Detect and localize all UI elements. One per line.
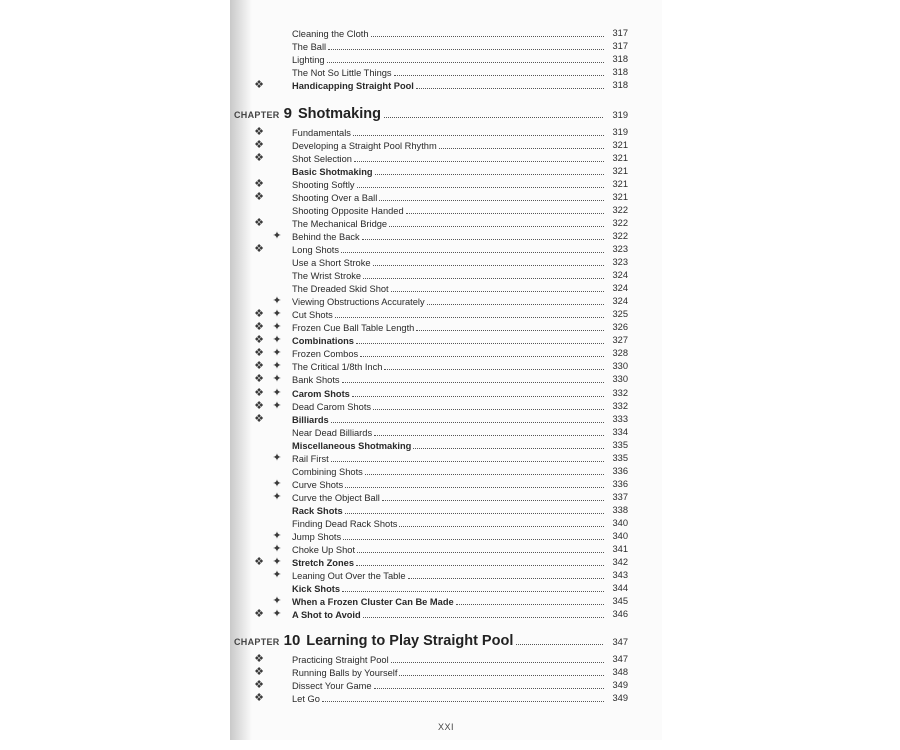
entry-title: Viewing Obstructions Accurately <box>292 297 425 308</box>
toc-entry <box>230 373 662 386</box>
toc-entry <box>230 230 662 243</box>
four-point-star-icon: ✦ <box>272 530 282 543</box>
entry-line <box>292 230 606 244</box>
toc-entry <box>230 608 662 621</box>
entry-line <box>292 543 606 557</box>
toc-entry <box>230 679 662 692</box>
entry-title: Cleaning the Cloth <box>292 29 369 39</box>
dot-leader <box>371 27 605 37</box>
toc-entry <box>230 653 662 666</box>
dot-leader <box>353 126 604 136</box>
entry-line <box>292 692 606 706</box>
four-point-star-icon: ✦ <box>272 373 282 386</box>
dot-leader <box>439 139 604 149</box>
toc-entry <box>230 321 662 334</box>
four-point-star-icon: ✦ <box>272 451 282 464</box>
toc-entry <box>230 152 662 165</box>
entry-line <box>292 243 606 257</box>
entry-title: When a Frozen Cluster Can Be Made <box>292 597 454 608</box>
dot-leader <box>331 413 604 423</box>
toc-entry <box>230 217 662 230</box>
book-page <box>230 0 662 740</box>
entry-page-number: 344 <box>612 583 628 594</box>
entry-page-number: 324 <box>612 270 628 281</box>
entry-line <box>292 653 606 667</box>
toc-entry <box>230 191 662 204</box>
entry-title: Behind the Back <box>292 231 360 242</box>
toc-entry <box>230 79 662 92</box>
entry-page-number: 343 <box>612 570 628 581</box>
toc-entry <box>230 465 662 478</box>
chapter-number: 9 <box>283 105 292 122</box>
toc-entry <box>230 347 662 360</box>
entry-line <box>292 582 606 596</box>
entry-line <box>292 556 606 570</box>
diamond-ornament-icon: ❖ <box>254 556 264 569</box>
toc-entry <box>230 269 662 282</box>
entry-line <box>292 679 606 693</box>
entry-line <box>292 217 606 231</box>
entry-page-number: 318 <box>612 67 628 78</box>
entry-title: The Ball <box>292 42 327 53</box>
toc-entry <box>230 387 662 400</box>
entry-title: Lighting <box>292 55 325 66</box>
entry-title: Jump Shots <box>292 532 342 543</box>
entry-page-number: 342 <box>612 557 628 568</box>
entry-line <box>292 517 606 531</box>
entry-title: Rack Shots <box>292 505 343 516</box>
entry-page-number: 324 <box>612 283 628 294</box>
entry-page-number: 321 <box>612 178 628 189</box>
dot-leader <box>391 282 604 292</box>
entry-line <box>292 282 606 296</box>
entry-line <box>292 269 606 283</box>
toc-entry <box>230 400 662 413</box>
chapter-heading <box>234 632 628 654</box>
toc-entry <box>230 692 662 705</box>
entry-line <box>292 608 606 622</box>
entry-line <box>292 139 606 153</box>
entry-line <box>292 413 606 427</box>
diamond-ornament-icon: ❖ <box>254 347 264 360</box>
dot-leader <box>373 400 604 410</box>
entry-title: Shooting Over a Ball <box>292 192 378 203</box>
entry-line <box>292 465 606 479</box>
four-point-star-icon: ✦ <box>272 386 282 399</box>
diamond-ornament-icon: ❖ <box>254 678 264 691</box>
dot-leader <box>365 465 604 475</box>
toc-entry <box>230 517 662 530</box>
entry-line <box>292 347 606 361</box>
entry-title: Billiards <box>292 414 329 425</box>
dot-leader <box>373 256 604 266</box>
dot-leader <box>363 608 604 618</box>
toc-entry <box>230 295 662 308</box>
chapter-word: CHAPTER <box>234 637 280 647</box>
entry-page-number: 317 <box>612 41 628 52</box>
toc-entry <box>230 360 662 373</box>
entry-title: Finding Dead Rack Shots <box>292 519 398 529</box>
entry-title: Frozen Cue Ball Table Length <box>292 323 415 334</box>
diamond-ornament-icon: ❖ <box>254 360 264 373</box>
entry-title: Combinations <box>292 336 354 347</box>
entry-line <box>292 27 606 41</box>
entry-line <box>292 595 606 609</box>
dot-leader <box>354 152 604 162</box>
entry-line <box>292 66 606 80</box>
entry-title: Rail First <box>292 453 329 464</box>
toc-entry <box>230 556 662 569</box>
dot-leader <box>356 556 604 566</box>
dot-leader <box>363 269 604 279</box>
entry-page-number: 323 <box>612 257 628 267</box>
dot-leader <box>352 387 604 397</box>
toc-entry <box>230 27 662 40</box>
diamond-ornament-icon: ❖ <box>254 321 264 334</box>
diamond-ornament-icon: ❖ <box>254 242 264 255</box>
entry-line <box>292 152 606 166</box>
entry-title: Near Dead Billiards <box>292 427 373 438</box>
entry-page-number: 340 <box>612 518 628 528</box>
entry-page-number: 335 <box>612 452 628 463</box>
entry-title: Curve the Object Ball <box>292 492 380 503</box>
entry-page-number: 321 <box>612 165 628 176</box>
dot-leader <box>416 321 604 331</box>
four-point-star-icon: ✦ <box>272 360 282 373</box>
toc-entry <box>230 243 662 256</box>
dot-leader <box>360 347 604 357</box>
dot-leader <box>356 334 604 344</box>
entry-line <box>292 491 606 505</box>
chapter-page-number: 347 <box>612 637 628 647</box>
four-point-star-icon: ✦ <box>272 595 282 608</box>
dot-leader <box>456 595 604 605</box>
entry-title: Running Balls by Yourself <box>292 667 398 678</box>
entry-line <box>292 53 606 67</box>
four-point-star-icon: ✦ <box>272 556 282 569</box>
entry-title: Basic Shotmaking <box>292 166 373 177</box>
four-point-star-icon: ✦ <box>272 399 282 412</box>
entry-line <box>292 373 606 387</box>
entry-page-number: 319 <box>612 126 628 137</box>
chapter-title: Learning to Play Straight Pool <box>306 633 514 649</box>
dot-leader <box>408 569 604 579</box>
dot-leader <box>343 530 604 540</box>
dot-leader <box>516 633 603 645</box>
dot-leader <box>384 106 603 118</box>
dot-leader <box>322 692 604 702</box>
entry-page-number: 346 <box>612 609 628 620</box>
chapter-word: CHAPTER <box>234 110 280 120</box>
entry-page-number: 317 <box>612 28 628 38</box>
entry-line <box>292 426 606 440</box>
entry-title: Curve Shots <box>292 479 344 490</box>
chapter-title: Shotmaking <box>297 106 381 122</box>
diamond-ornament-icon: ❖ <box>254 652 264 665</box>
diamond-ornament-icon: ❖ <box>254 665 264 678</box>
entry-page-number: 323 <box>612 243 628 254</box>
entry-line <box>292 295 606 309</box>
entry-title: Long Shots <box>292 244 340 255</box>
toc-entry <box>230 204 662 217</box>
entry-page-number: 322 <box>612 230 628 241</box>
entry-line <box>292 439 606 453</box>
toc-entry <box>230 504 662 517</box>
entry-line <box>292 504 606 518</box>
entry-line <box>292 478 606 492</box>
dot-leader <box>327 53 604 63</box>
entry-title: The Not So Little Things <box>292 68 392 79</box>
diamond-ornament-icon: ❖ <box>254 412 264 425</box>
entry-title: Bank Shots <box>292 375 340 386</box>
dot-leader <box>413 439 604 449</box>
entry-title: Developing a Straight Pool Rhythm <box>292 140 437 151</box>
entry-page-number: 341 <box>612 544 628 555</box>
entry-page-number: 325 <box>612 309 628 320</box>
entry-line <box>292 191 606 205</box>
entry-title: The Mechanical Bridge <box>292 218 388 229</box>
four-point-star-icon: ✦ <box>272 490 282 503</box>
toc-entry <box>230 282 662 295</box>
dot-leader <box>382 491 604 501</box>
diamond-ornament-icon: ❖ <box>254 190 264 203</box>
entry-page-number: 318 <box>612 54 628 65</box>
entry-page-number: 324 <box>612 296 628 307</box>
four-point-star-icon: ✦ <box>272 229 282 242</box>
dot-leader <box>335 308 604 318</box>
entry-line <box>292 79 606 93</box>
toc-entry <box>230 530 662 543</box>
four-point-star-icon: ✦ <box>272 295 282 308</box>
dot-leader <box>384 360 604 370</box>
dot-leader <box>427 295 604 305</box>
dot-leader <box>362 230 604 240</box>
entry-line <box>292 387 606 401</box>
entry-line <box>292 452 606 466</box>
entry-title: Cut Shots <box>292 310 333 321</box>
toc-entry <box>230 178 662 191</box>
dot-leader <box>342 582 604 592</box>
four-point-star-icon: ✦ <box>272 477 282 490</box>
entry-line <box>292 178 606 192</box>
entry-page-number: 349 <box>612 692 628 703</box>
entry-page-number: 321 <box>612 152 628 163</box>
toc-entry <box>230 334 662 347</box>
entry-line <box>292 530 606 544</box>
entry-title: The Wrist Stroke <box>292 271 362 282</box>
toc-entry <box>230 413 662 426</box>
entry-page-number: 338 <box>612 504 628 515</box>
entry-page-number: 334 <box>612 426 628 437</box>
dot-leader <box>374 426 604 436</box>
entry-line <box>292 204 606 218</box>
entry-page-number: 336 <box>612 465 628 476</box>
entry-title: Leaning Out Over the Table <box>292 571 406 582</box>
entry-title: Miscellaneous Shotmaking <box>292 440 412 451</box>
entry-line <box>292 256 606 270</box>
dot-leader <box>399 666 604 676</box>
entry-title: A Shot to Avoid <box>292 610 361 621</box>
diamond-ornament-icon: ❖ <box>254 177 264 190</box>
diamond-ornament-icon: ❖ <box>254 308 264 321</box>
toc-entry <box>230 478 662 491</box>
toc-entry <box>230 666 662 679</box>
entry-title: Fundamentals <box>292 127 351 138</box>
entry-page-number: 333 <box>612 413 628 424</box>
entry-page-number: 345 <box>612 596 628 607</box>
four-point-star-icon: ✦ <box>272 347 282 360</box>
toc-entry <box>230 165 662 178</box>
entry-title: Frozen Combos <box>292 349 359 360</box>
dot-leader <box>331 452 604 462</box>
toc-entry <box>230 582 662 595</box>
entry-title: Shot Selection <box>292 153 352 164</box>
entry-title: Combining Shots <box>292 466 363 477</box>
entry-title: Practicing Straight Pool <box>292 654 389 665</box>
entry-title: Stretch Zones <box>292 558 354 569</box>
entry-page-number: 349 <box>612 679 628 690</box>
chapter-number: 10 <box>283 632 301 649</box>
toc-entry <box>230 308 662 321</box>
diamond-ornament-icon: ❖ <box>254 216 264 229</box>
toc-entry <box>230 452 662 465</box>
entry-line <box>292 334 606 348</box>
diamond-ornament-icon: ❖ <box>254 334 264 347</box>
entry-page-number: 321 <box>612 139 628 150</box>
entry-page-number: 337 <box>612 491 628 502</box>
dot-leader <box>416 79 604 89</box>
dot-leader <box>391 653 604 663</box>
dot-leader <box>345 504 604 514</box>
toc-entry <box>230 66 662 79</box>
entry-title: The Dreaded Skid Shot <box>292 284 389 295</box>
entry-title: Choke Up Shot <box>292 545 356 556</box>
entry-page-number: 332 <box>612 387 628 398</box>
diamond-ornament-icon: ❖ <box>254 79 264 92</box>
entry-page-number: 330 <box>612 361 628 372</box>
toc-entry <box>230 439 662 452</box>
diamond-ornament-icon: ❖ <box>254 138 264 151</box>
toc-entry <box>230 126 662 139</box>
dot-leader <box>342 373 604 383</box>
four-point-star-icon: ✦ <box>272 308 282 321</box>
entry-line <box>292 165 606 179</box>
entry-title: The Critical 1/8th Inch <box>292 362 383 373</box>
four-point-star-icon: ✦ <box>272 608 282 621</box>
entry-page-number: 318 <box>612 80 628 91</box>
dot-leader <box>374 679 604 689</box>
four-point-star-icon: ✦ <box>272 334 282 347</box>
toc-entry <box>230 426 662 439</box>
diamond-ornament-icon: ❖ <box>254 125 264 138</box>
toc-entry <box>230 139 662 152</box>
dot-leader <box>375 165 604 175</box>
entry-page-number: 348 <box>612 666 628 677</box>
entry-page-number: 326 <box>612 322 628 333</box>
chapter-heading <box>234 105 628 127</box>
diamond-ornament-icon: ❖ <box>254 608 264 621</box>
entry-page-number: 336 <box>612 478 628 489</box>
entry-line <box>292 360 606 374</box>
entry-line <box>292 400 606 414</box>
entry-title: Dead Carom Shots <box>292 401 372 412</box>
dot-leader <box>389 217 604 227</box>
entry-line <box>292 126 606 140</box>
entry-page-number: 340 <box>612 531 628 542</box>
chapter-page-number: 319 <box>612 110 628 120</box>
entry-line <box>292 308 606 322</box>
dot-leader <box>399 517 604 527</box>
entry-title: Shooting Opposite Handed <box>292 205 404 216</box>
diamond-ornament-icon: ❖ <box>254 399 264 412</box>
entry-line <box>292 569 606 583</box>
entry-title: Handicapping Straight Pool <box>292 81 414 92</box>
entry-line <box>292 666 606 680</box>
dot-leader <box>357 178 604 188</box>
entry-title: Let Go <box>292 693 320 704</box>
dot-leader <box>394 66 604 76</box>
dot-leader <box>341 243 604 253</box>
toc-entry <box>230 595 662 608</box>
diamond-ornament-icon: ❖ <box>254 151 264 164</box>
toc-entry <box>230 569 662 582</box>
dot-leader <box>345 478 604 488</box>
entry-title: Shooting Softly <box>292 179 355 190</box>
entry-page-number: 328 <box>612 348 628 359</box>
entry-title: Use a Short Stroke <box>292 258 371 268</box>
entry-page-number: 330 <box>612 374 628 385</box>
toc-entry <box>230 53 662 66</box>
dot-leader <box>406 204 604 214</box>
entry-title: Dissect Your Game <box>292 680 372 691</box>
diamond-ornament-icon: ❖ <box>254 386 264 399</box>
four-point-star-icon: ✦ <box>272 543 282 556</box>
dot-leader <box>379 191 604 201</box>
toc-entry <box>230 256 662 269</box>
entry-line <box>292 321 606 335</box>
toc-entry <box>230 543 662 556</box>
entry-title: Carom Shots <box>292 388 350 399</box>
diamond-ornament-icon: ❖ <box>254 691 264 704</box>
entry-title: Kick Shots <box>292 584 341 595</box>
entry-page-number: 347 <box>612 653 628 664</box>
entry-page-number: 327 <box>612 335 628 346</box>
four-point-star-icon: ✦ <box>272 321 282 334</box>
toc-entry <box>230 40 662 53</box>
entry-line <box>292 40 606 54</box>
dot-leader <box>357 543 604 553</box>
dot-leader <box>328 40 604 50</box>
entry-page-number: 335 <box>612 439 628 450</box>
entry-page-number: 321 <box>612 191 628 202</box>
entry-page-number: 332 <box>612 400 628 411</box>
toc-entry <box>230 491 662 504</box>
diamond-ornament-icon: ❖ <box>254 373 264 386</box>
entry-page-number: 322 <box>612 217 628 228</box>
entry-page-number: 322 <box>612 204 628 215</box>
page-number: XXI <box>437 722 454 732</box>
four-point-star-icon: ✦ <box>272 569 282 582</box>
